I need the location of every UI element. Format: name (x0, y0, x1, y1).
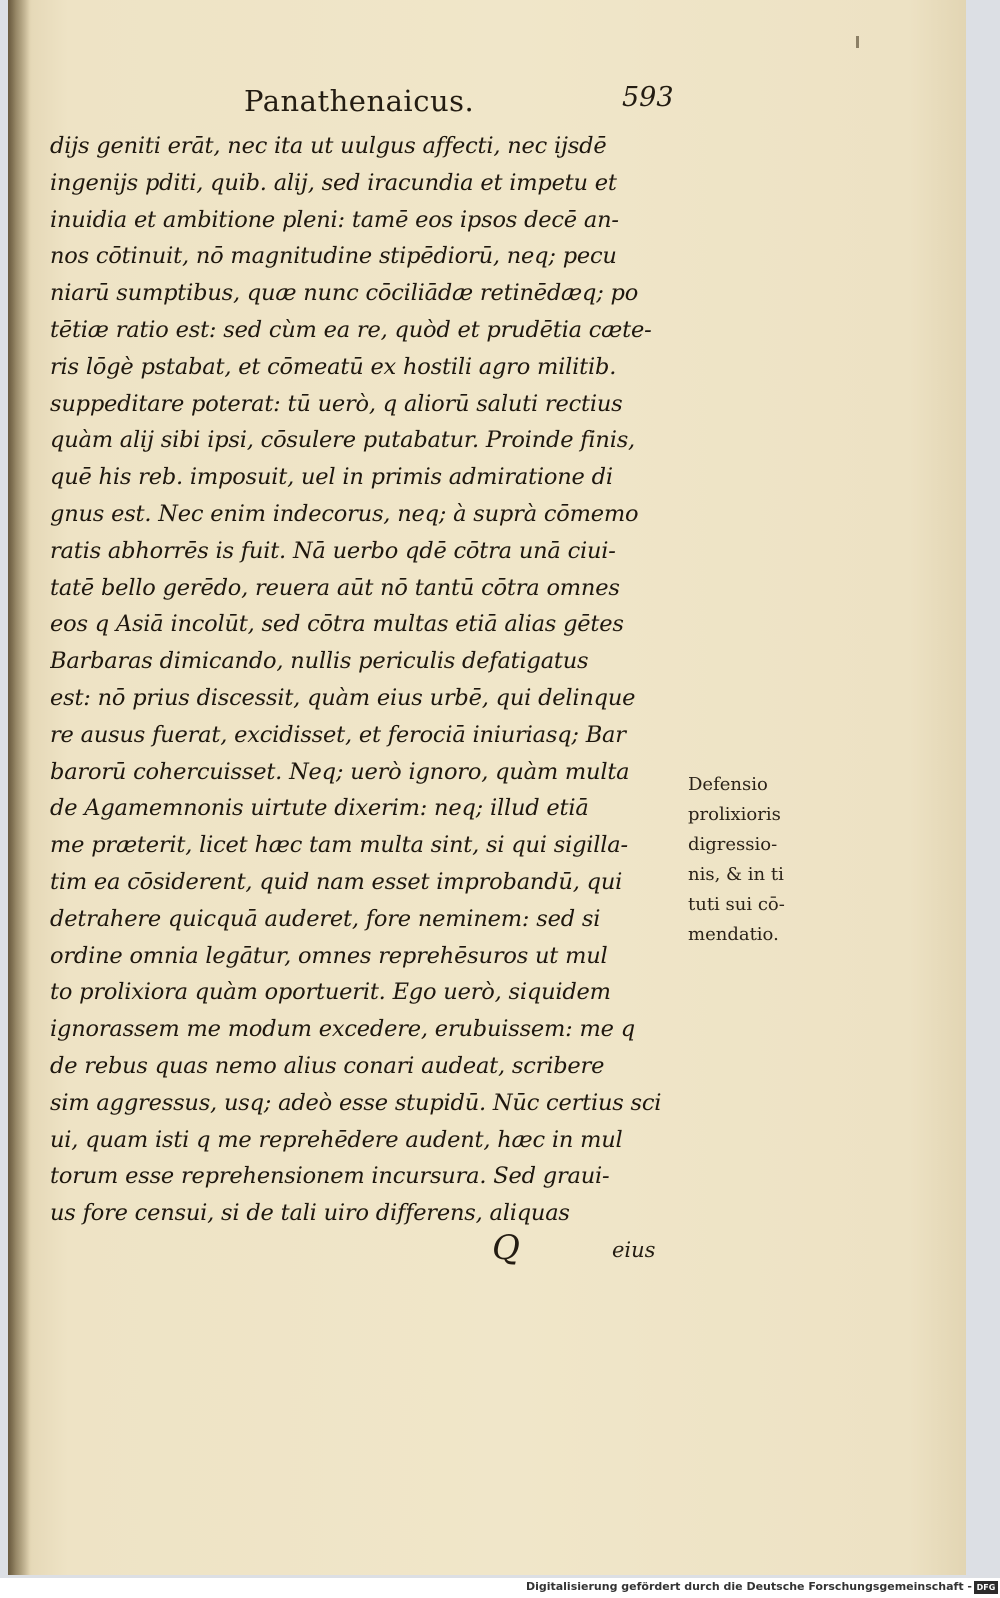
text-line: us fore censui, si de tali uiro differens, aliquas (50, 1200, 570, 1227)
note-line: Defensio (688, 774, 768, 795)
text-line: dijs geniti erāt, nec ita ut uulgus affecti, nec ijsdē (50, 133, 607, 159)
text-line: sim aggressus, usq; adeò esse stupidū. Nūc certius sci (50, 1089, 662, 1116)
text-line: tatē bello gerēdo, reuera aūt nō tantū cōtra omnes (50, 574, 620, 601)
page-header (8, 80, 966, 130)
text-line: ingenijs pditi, quib. alij, sed iracundia et impetu et (50, 169, 617, 196)
text-line: quàm alij sibi ipsi, cōsulere putabatur. Proinde finis, (50, 427, 635, 454)
main-text-block (50, 128, 690, 1232)
signature-mark: Q (492, 1228, 520, 1268)
text-line: ratis abhorrēs is fuit. Nā uerbo qdē cōtra unā ciui- (50, 537, 616, 564)
page-footer (8, 1228, 966, 1278)
text-line: tim ea cōsiderent, quid nam esset improbandū, qui (50, 868, 623, 895)
gutter-shadow (8, 0, 30, 1575)
text-line: ordine omnia legātur, omnes reprehēsuros ut mul (50, 942, 608, 969)
running-head: Panathenaicus. (244, 84, 475, 118)
text-line: tētiæ ratio est: sed cùm ea re, quòd et prudētia cæte- (50, 316, 652, 343)
text-line: torum esse reprehensionem incursura. Sed graui- (50, 1163, 610, 1190)
text-line: est: nō prius discessit, quàm eius urbē, qui delinque (50, 684, 636, 711)
note-line: tuti sui cō- (688, 894, 785, 915)
text-line: me præterit, licet hæc tam multa sint, si qui sigilla- (50, 832, 628, 859)
text-line: ignorassem me modum excedere, erubuissem: me q (50, 1016, 635, 1043)
text-line: de rebus quas nemo alius conari audeat, scribere (50, 1052, 605, 1079)
page-number: 593 (622, 82, 674, 113)
text-line: detrahere quicquā auderet, fore neminem: sed si (50, 905, 601, 932)
note-line: digressio- (688, 834, 778, 855)
text-line: to prolixiora quàm oportuerit. Ego uerò, siquidem (50, 979, 611, 1006)
text-line: nos cōtinuit, nō magnitudine stipēdiorū, neq; pecu (50, 243, 617, 270)
text-line: barorū cohercuisset. Neq; uerò ignoro, quàm multa (50, 758, 630, 785)
catchword: eius (612, 1238, 656, 1262)
text-line: inuidia et ambitione pleni: tamē eos ipsos decē an- (50, 206, 619, 233)
text-line: suppeditare poterat: tū uerò, q aliorū saluti rectius (50, 390, 623, 417)
text-line: quē his reb. imposuit, uel in primis admiratione di (50, 464, 613, 491)
dfg-logo-icon: DFG (974, 1581, 998, 1594)
note-line: mendatio. (688, 924, 779, 945)
note-line: prolixioris (688, 804, 781, 825)
note-line: nis, & in ti (688, 864, 784, 885)
book-page (8, 0, 966, 1575)
text-line: eos q Asiā incolūt, sed cōtra multas etiā alias gētes (50, 611, 624, 638)
text-line: ui, quam isti q me reprehēdere audent, hæc in mul (50, 1126, 623, 1153)
marginal-note (688, 770, 838, 950)
text-line: ris lōgè pstabat, et cōmeatū ex hostili agro militib. (50, 353, 617, 380)
text-line: niarū sumptibus, quæ nunc cōciliādæ retinēdæq; po (50, 280, 639, 307)
text-line: de Agamemnonis uirtute dixerim: neq; illud etiā (50, 795, 589, 822)
text-line: Barbaras dimicando, nullis periculis defatigatus (50, 648, 589, 675)
text-line: re ausus fuerat, excidisset, et ferociā iniuriasq; Bar (50, 721, 626, 748)
top-edge-mark (856, 36, 859, 48)
text-line: gnus est. Nec enim indecorus, neq; à suprà cōmemo (50, 500, 639, 527)
credit-text: Digitalisierung gefördert durch die Deutsche Forschungsgemeinschaft - (525, 1580, 972, 1593)
digitization-credit-bar (0, 1578, 1000, 1598)
